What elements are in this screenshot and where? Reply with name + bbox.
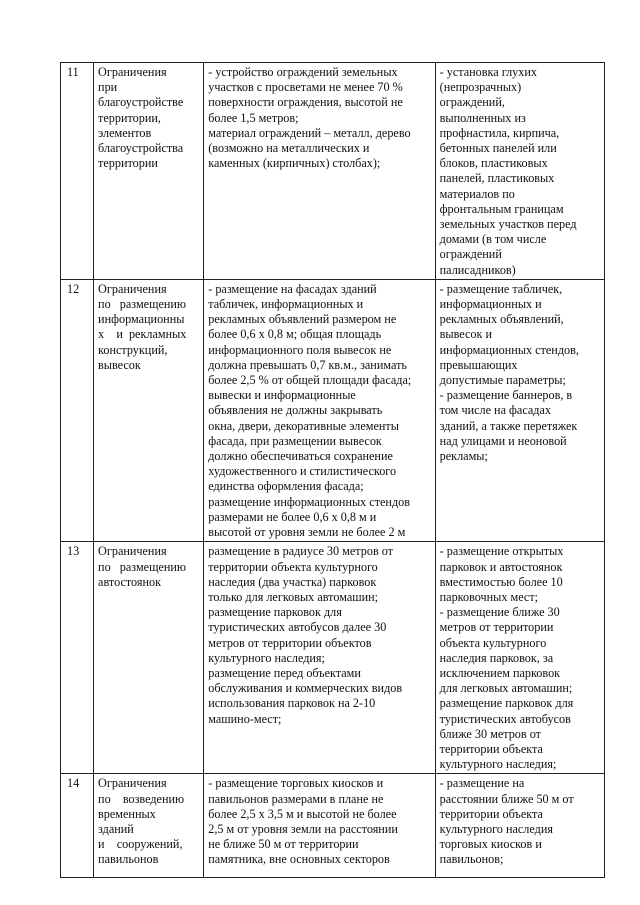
forbidden-actions-cell	[435, 542, 604, 774]
topic-line: по размещению	[98, 297, 187, 312]
allowed-line: материал ограждений – металл, дерево	[208, 125, 411, 140]
forbidden-line: палисадников)	[439, 262, 516, 277]
forbidden-line: территории объекта	[439, 806, 543, 821]
allowed-line: - размещение торговых киосков и	[208, 776, 384, 791]
forbidden-line: - размещение ближе 30	[439, 605, 560, 620]
forbidden-line: фронтальным границам	[439, 201, 564, 216]
forbidden-line: - размещение на	[439, 776, 525, 791]
allowed-line: наследия (два участка) парковок	[208, 574, 377, 589]
forbidden-line: панелей, пластиковых	[439, 171, 555, 186]
restriction-topic-cell	[94, 63, 204, 280]
restriction-topic-cell	[94, 542, 204, 774]
forbidden-line: информационных стендов,	[439, 342, 579, 357]
row-number: 13	[61, 542, 94, 774]
forbidden-line: торговых киосков и	[439, 837, 542, 852]
forbidden-line: над улицами и неоновой	[439, 433, 567, 448]
allowed-line: более 0,6 х 0,8 м; общая площадь	[208, 327, 382, 342]
topic-line: при	[98, 80, 118, 95]
forbidden-line: исключением парковок	[439, 665, 561, 680]
forbidden-line: павильонов;	[439, 852, 504, 867]
topic-line: павильонов	[98, 852, 159, 867]
allowed-line: каменных (кирпичных) столбах);	[208, 156, 381, 171]
forbidden-line: бетонных панелей или	[439, 141, 557, 156]
forbidden-line: культурного наследия;	[439, 757, 557, 772]
row-number: 14	[61, 774, 94, 878]
forbidden-line: объекта культурного	[439, 635, 547, 650]
topic-line: Ограничения	[98, 776, 167, 791]
forbidden-line: земельных участков перед	[439, 217, 577, 232]
allowed-line: метров от территории объектов	[208, 635, 372, 650]
allowed-line: окна, двери, декоративные элементы	[208, 418, 399, 433]
topic-line: и сооружений,	[98, 837, 183, 852]
allowed-line: более 2,5 % от общей площади фасада;	[208, 373, 412, 388]
topic-line: Ограничения	[98, 281, 167, 296]
forbidden-line: - установка глухих	[439, 65, 537, 79]
allowed-line: более 2,5 х 3,5 м и высотой не более	[208, 806, 397, 821]
allowed-requirements-cell	[204, 542, 435, 774]
allowed-line: объявления не должны закрывать	[208, 403, 383, 418]
allowed-line: памятника, вне основных секторов	[208, 852, 390, 867]
allowed-line: высотой от уровня земли не более 2 м	[208, 525, 406, 540]
forbidden-actions-cell	[435, 279, 604, 541]
topic-line: конструкций,	[98, 342, 168, 357]
forbidden-line: размещение парковок для	[439, 696, 574, 711]
allowed-line: должно обеспечиваться сохранение	[208, 449, 393, 464]
forbidden-line: туристических автобусов	[439, 711, 571, 726]
allowed-line: размерами не более 0,6 х 0,8 м и	[208, 509, 377, 524]
table-row	[61, 279, 605, 541]
allowed-line: поверхности ограждения, высотой не	[208, 95, 403, 110]
restriction-topic-cell	[94, 774, 204, 878]
restrictions-table-body	[61, 63, 605, 878]
forbidden-line: ограждений,	[439, 95, 505, 110]
allowed-line: фасада, при размещении вывесок	[208, 433, 382, 448]
allowed-line: художественного и стилистического	[208, 464, 397, 479]
allowed-requirements-cell	[204, 279, 435, 541]
allowed-line: только для легковых автомашин;	[208, 589, 379, 604]
forbidden-line: метров от территории	[439, 620, 554, 635]
forbidden-line: парковочных мест;	[439, 589, 539, 604]
allowed-line: размещение информационных стендов	[208, 494, 411, 509]
table-row	[61, 63, 605, 280]
forbidden-line: материалов по	[439, 186, 515, 201]
allowed-line: размещение перед объектами	[208, 665, 361, 680]
forbidden-line: - размещение табличек,	[439, 281, 563, 296]
forbidden-line: информационных и	[439, 297, 542, 312]
table-row	[61, 542, 605, 774]
forbidden-line: парковок и автостоянок	[439, 559, 563, 574]
row-number: 12	[61, 279, 94, 541]
topic-line: по размещению	[98, 559, 187, 574]
forbidden-line: территории объекта	[439, 741, 543, 756]
allowed-line: машино-мест;	[208, 711, 282, 726]
allowed-requirements-cell	[204, 774, 435, 878]
allowed-line: туристических автобусов далее 30	[208, 620, 387, 635]
topic-line: автостоянок	[98, 574, 162, 589]
allowed-line: 2,5 м от уровня земли на расстоянии	[208, 821, 398, 836]
topic-line: х и рекламных	[98, 327, 187, 342]
allowed-line: рекламных объявлений размером не	[208, 312, 397, 327]
forbidden-line: домами (в том числе	[439, 232, 547, 247]
allowed-line: не ближе 50 м от территории	[208, 837, 359, 852]
topic-line: временных	[98, 806, 156, 821]
forbidden-line: - размещение открытых	[439, 544, 564, 559]
topic-line: информационны	[98, 312, 185, 327]
allowed-line: размещение парковок для	[208, 605, 342, 620]
topic-line: благоустройства	[98, 141, 184, 156]
topic-line: территории	[98, 156, 158, 171]
forbidden-actions-cell	[435, 774, 604, 878]
forbidden-line: расстоянии ближе 50 м от	[439, 791, 574, 806]
forbidden-actions-cell	[435, 63, 604, 280]
allowed-line: - размещение на фасадах зданий	[208, 281, 377, 296]
forbidden-line: культурного наследия	[439, 821, 553, 836]
allowed-line: использования парковок на 2-10	[208, 696, 376, 711]
topic-line: благоустройстве	[98, 95, 184, 110]
allowed-line: участков с просветами не менее 70 %	[208, 80, 403, 95]
forbidden-line: (непрозрачных)	[439, 80, 522, 95]
forbidden-line: выполненных из	[439, 110, 526, 125]
allowed-line: павильонов размерами в плане не	[208, 791, 384, 806]
forbidden-line: ограждений	[439, 247, 502, 262]
forbidden-line: вывесок и	[439, 327, 492, 342]
allowed-line: - устройство ограждений земельных	[208, 65, 398, 79]
topic-line: Ограничения	[98, 65, 167, 79]
restriction-topic-cell	[94, 279, 204, 541]
forbidden-line: превышающих	[439, 357, 518, 372]
forbidden-line: ближе 30 метров от	[439, 726, 541, 741]
allowed-requirements-cell	[204, 63, 435, 280]
row-number: 11	[61, 63, 94, 280]
forbidden-line: наследия парковок, за	[439, 650, 554, 665]
allowed-line: табличек, информационных и	[208, 297, 364, 312]
forbidden-line: вместимостью более 10	[439, 574, 563, 589]
topic-line: по возведению	[98, 791, 185, 806]
topic-line: территории,	[98, 110, 161, 125]
forbidden-line: профнастила, кирпича,	[439, 125, 560, 140]
allowed-line: более 1,5 метров;	[208, 110, 299, 125]
forbidden-line: - размещение баннеров, в	[439, 388, 573, 403]
allowed-line: обслуживания и коммерческих видов	[208, 681, 403, 696]
allowed-line: размещение в радиусе 30 метров от	[208, 544, 394, 559]
forbidden-line: допустимые параметры;	[439, 373, 566, 388]
topic-line: зданий	[98, 821, 134, 836]
topic-line: Ограничения	[98, 544, 167, 559]
topic-line: вывесок	[98, 357, 141, 372]
forbidden-line: для легковых автомашин;	[439, 681, 573, 696]
topic-line: элементов	[98, 125, 152, 140]
forbidden-line: рекламных объявлений,	[439, 312, 564, 327]
allowed-line: должна превышать 0,7 кв.м., занимать	[208, 357, 407, 372]
forbidden-line: рекламы;	[439, 449, 488, 464]
allowed-line: (возможно на металлических и	[208, 141, 370, 156]
allowed-line: культурного наследия;	[208, 650, 325, 665]
table-row	[61, 774, 605, 878]
restrictions-table	[60, 62, 605, 878]
allowed-line: территории объекта культурного	[208, 559, 378, 574]
forbidden-line: зданий, а также перетяжек	[439, 418, 578, 433]
allowed-line: единства оформления фасада;	[208, 479, 364, 494]
allowed-line: информационного поля вывесок не	[208, 342, 392, 357]
allowed-line: вывески и информационные	[208, 388, 356, 403]
forbidden-line: блоков, пластиковых	[439, 156, 548, 171]
forbidden-line: том числе на фасадах	[439, 403, 551, 418]
